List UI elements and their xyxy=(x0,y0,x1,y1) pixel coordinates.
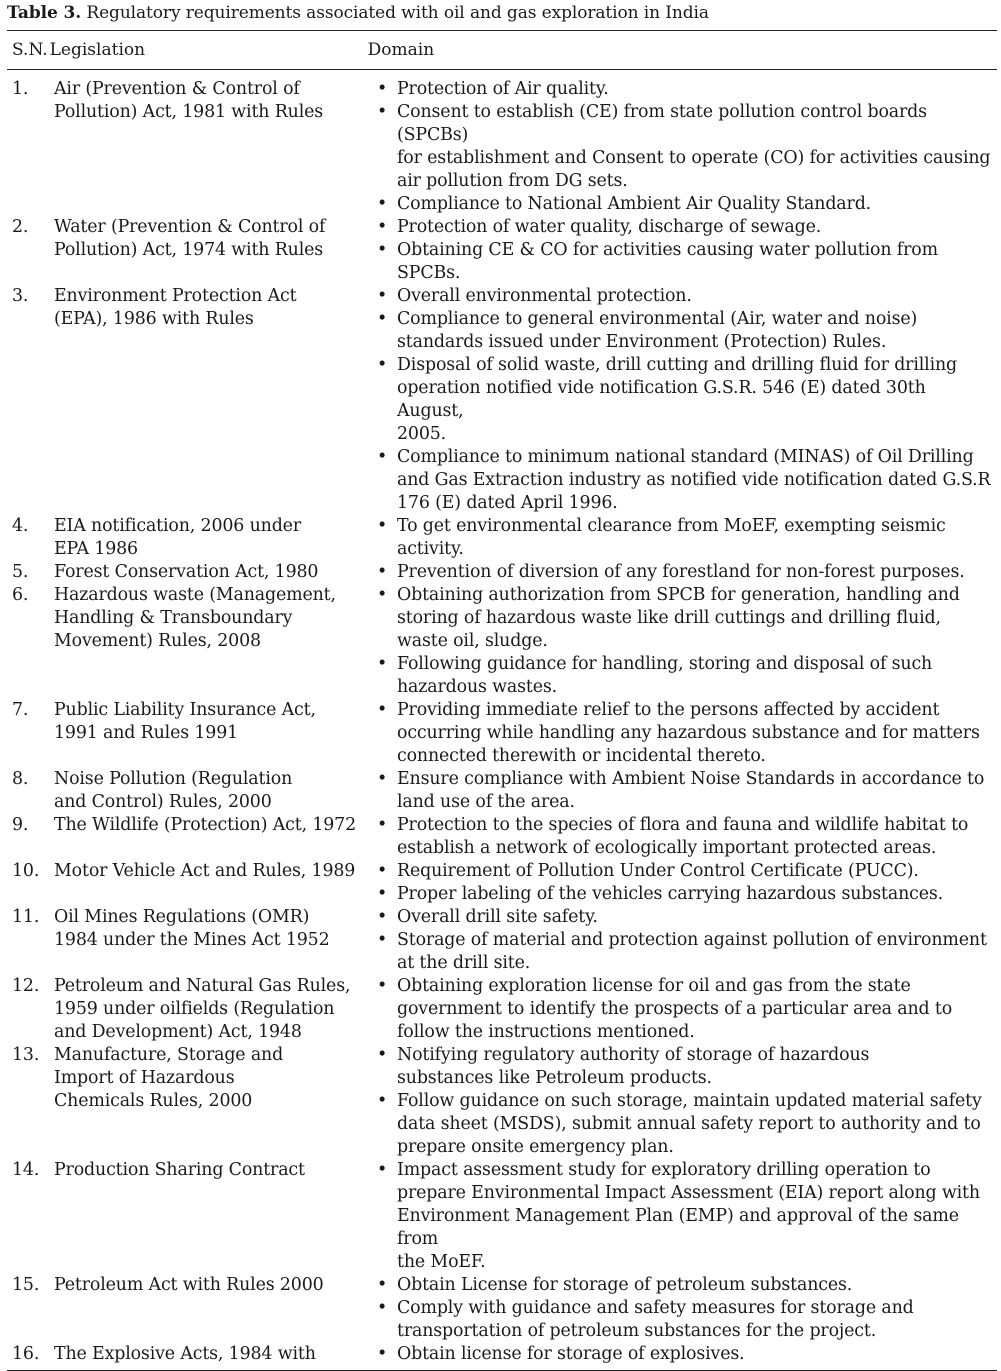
domain-line: data sheet (MSDS), submit annual safety report to authority and to xyxy=(397,1114,981,1134)
legislation-line: Pollution) Act, 1974 with Rules xyxy=(54,240,324,260)
row-number: 15. xyxy=(12,1275,40,1295)
table-row xyxy=(7,1274,997,1343)
table-row xyxy=(7,1159,997,1274)
domain-line: Environment Management Plan (EMP) and approval of the same from xyxy=(397,1206,959,1249)
domain-line: • Overall drill site safety. xyxy=(397,907,598,927)
legislation-line: Import of Hazardous xyxy=(54,1068,235,1088)
domain-line: occurring while handling any hazardous substance and for matters xyxy=(397,723,980,743)
table-header xyxy=(7,31,997,70)
table-row xyxy=(7,216,997,285)
domain-line: establish a network of ecologically important protected areas. xyxy=(397,838,937,858)
domain-bullet xyxy=(373,883,997,906)
table-caption-label: Table 3. xyxy=(7,3,82,23)
domain-bullet xyxy=(373,515,997,561)
row-number: 7. xyxy=(12,700,29,720)
domain-line: • Protection of Air quality. xyxy=(397,79,609,99)
domain-bullet xyxy=(373,285,997,308)
domain-list xyxy=(373,768,997,814)
domain-cell xyxy=(373,285,997,515)
domain-line: • Comply with guidance and safety measures for storage and xyxy=(397,1298,914,1318)
domain-line: • Protection of water quality, discharge of sewage. xyxy=(397,217,822,237)
domain-line: 2005. xyxy=(397,424,447,444)
row-number: 16. xyxy=(12,1344,40,1364)
row-number: 14. xyxy=(12,1160,40,1180)
domain-line: • Impact assessment study for exploratory drilling operation to xyxy=(397,1160,931,1180)
domain-bullet xyxy=(373,1090,997,1159)
row-number: 6. xyxy=(12,585,29,605)
domain-bullet xyxy=(373,699,997,768)
table-row xyxy=(7,584,997,699)
domain-cell xyxy=(373,699,997,768)
row-number: 4. xyxy=(12,516,29,536)
legislation-line: Environment Protection Act xyxy=(54,286,297,306)
domain-list xyxy=(373,216,997,285)
table-row xyxy=(7,561,997,584)
domain-line: • Obtaining exploration license for oil and gas from the state xyxy=(397,976,911,996)
legislation-line: and Development) Act, 1948 xyxy=(54,1022,302,1042)
domain-cell xyxy=(373,216,997,285)
domain-line: • Proper labeling of the vehicles carrying hazardous substances. xyxy=(397,884,944,904)
domain-cell xyxy=(373,1044,997,1159)
table-row xyxy=(7,1044,997,1159)
domain-line: connected therewith or incidental thereto. xyxy=(397,746,766,766)
legislation-cell xyxy=(51,1044,373,1159)
legislation-line: 1959 under oilfields (Regulation xyxy=(54,999,335,1019)
domain-cell xyxy=(373,584,997,699)
domain-bullet xyxy=(373,1044,997,1090)
domain-line: • Providing immediate relief to the persons affected by accident xyxy=(397,700,940,720)
domain-line: prepare onsite emergency plan. xyxy=(397,1137,674,1157)
domain-list xyxy=(373,285,997,515)
legislation-cell xyxy=(51,1343,373,1366)
domain-line: government to identify the prospects of a particular area and to xyxy=(397,999,953,1019)
domain-line: • Requirement of Pollution Under Control Certificate (PUCC). xyxy=(397,861,919,881)
domain-bullet xyxy=(373,446,997,515)
domain-bullet xyxy=(373,1274,997,1297)
domain-line: and Gas Extraction industry as notified vide notification dated G.S.R xyxy=(397,470,991,490)
legislation-cell xyxy=(51,78,373,216)
domain-list xyxy=(373,699,997,768)
domain-line: 176 (E) dated April 1996. xyxy=(397,493,618,513)
domain-line: • Protection to the species of flora and fauna and wildlife habitat to xyxy=(397,815,969,835)
legislation-line: Petroleum and Natural Gas Rules, xyxy=(54,976,351,996)
domain-line: standards issued under Environment (Protection) Rules. xyxy=(397,332,887,352)
header-domain: Domain xyxy=(367,40,435,60)
domain-bullet xyxy=(373,814,997,860)
legislation-cell xyxy=(51,216,373,285)
domain-cell xyxy=(373,1274,997,1343)
domain-list xyxy=(373,1159,997,1274)
table-row xyxy=(7,906,997,975)
table-row xyxy=(7,285,997,515)
row-number: 2. xyxy=(12,217,29,237)
legislation-line: The Explosive Acts, 1984 with xyxy=(54,1344,316,1364)
domain-line: waste oil, sludge. xyxy=(397,631,548,651)
table-row xyxy=(7,768,997,814)
legislation-line: Oil Mines Regulations (OMR) xyxy=(54,907,310,927)
domain-list xyxy=(373,906,997,975)
legislation-line: Petroleum Act with Rules 2000 xyxy=(54,1275,324,1295)
domain-line: • Obtain license for storage of explosives. xyxy=(397,1344,745,1364)
legislation-cell xyxy=(51,515,373,561)
table-row xyxy=(7,1343,997,1366)
legislation-line: Forest Conservation Act, 1980 xyxy=(54,562,319,582)
domain-line: • Overall environmental protection. xyxy=(397,286,692,306)
domain-line: • To get environmental clearance from MoEF, exempting seismic xyxy=(397,516,946,536)
domain-bullet xyxy=(373,308,997,354)
legislation-line: Motor Vehicle Act and Rules, 1989 xyxy=(54,861,356,881)
legislation-line: Handling & Transboundary xyxy=(54,608,293,628)
domain-line: air pollution from DG sets. xyxy=(397,171,628,191)
header-legislation: Legislation xyxy=(49,40,146,60)
domain-bullet xyxy=(373,1159,997,1274)
domain-line: • Storage of material and protection against pollution of environment xyxy=(397,930,987,950)
row-number: 13. xyxy=(12,1045,40,1065)
legislation-line: 1984 under the Mines Act 1952 xyxy=(54,930,330,950)
domain-bullet xyxy=(373,653,997,699)
legislation-line: Hazardous waste (Management, xyxy=(54,585,336,605)
domain-line: • Obtain License for storage of petroleum substances. xyxy=(397,1275,853,1295)
domain-bullet xyxy=(373,354,997,446)
table-row xyxy=(7,515,997,561)
domain-line: • Ensure compliance with Ambient Noise Standards in accordance to xyxy=(397,769,985,789)
legislation-line: Production Sharing Contract xyxy=(54,1160,305,1180)
domain-line: • Follow guidance on such storage, maintain updated material safety xyxy=(397,1091,982,1111)
domain-line: follow the instructions mentioned. xyxy=(397,1022,695,1042)
table-row xyxy=(7,860,997,906)
domain-list xyxy=(373,860,997,906)
row-number: 5. xyxy=(12,562,29,582)
domain-cell xyxy=(373,78,997,216)
table-row xyxy=(7,699,997,768)
domain-cell xyxy=(373,768,997,814)
domain-cell xyxy=(373,515,997,561)
domain-bullet xyxy=(373,860,997,883)
domain-cell xyxy=(373,561,997,584)
table-caption-text: Regulatory requirements associated with oil and gas exploration in India xyxy=(81,3,709,23)
domain-list xyxy=(373,814,997,860)
domain-line: for establishment and Consent to operate (CO) for activities causing xyxy=(397,148,991,168)
row-number: 8. xyxy=(12,769,29,789)
domain-line: prepare Environmental Impact Assessment (EIA) report along with xyxy=(397,1183,980,1203)
domain-bullet xyxy=(373,906,997,929)
legislation-line: EPA 1986 xyxy=(54,539,138,559)
domain-line: at the drill site. xyxy=(397,953,531,973)
legislation-line: 1991 and Rules 1991 xyxy=(54,723,239,743)
domain-cell xyxy=(373,1343,997,1366)
domain-bullet xyxy=(373,216,997,239)
legislation-cell xyxy=(51,699,373,768)
domain-line: • Obtaining CE & CO for activities causing water pollution from SPCBs. xyxy=(397,240,938,283)
domain-line: activity. xyxy=(397,539,464,559)
domain-line: operation notified vide notification G.S.R. 546 (E) dated 30th August, xyxy=(397,378,926,421)
domain-bullet xyxy=(373,193,997,216)
legislation-line: EIA notification, 2006 under xyxy=(54,516,301,536)
domain-list xyxy=(373,515,997,561)
legislation-cell xyxy=(51,975,373,1044)
domain-list xyxy=(373,561,997,584)
domain-line: the MoEF. xyxy=(397,1252,486,1272)
domain-line: • Consent to establish (CE) from state pollution control boards (SPCBs) xyxy=(397,102,927,145)
header-sn: S.N. xyxy=(12,40,48,60)
domain-list xyxy=(373,1044,997,1159)
domain-bullet xyxy=(373,239,997,285)
legislation-line: (EPA), 1986 with Rules xyxy=(54,309,254,329)
domain-bullet xyxy=(373,584,997,653)
domain-list xyxy=(373,584,997,699)
domain-line: • Obtaining authorization from SPCB for generation, handling and xyxy=(397,585,960,605)
domain-line: • Prevention of diversion of any forestland for non-forest purposes. xyxy=(397,562,965,582)
row-number: 3. xyxy=(12,286,29,306)
table-row xyxy=(7,814,997,860)
legislation-line: Manufacture, Storage and xyxy=(54,1045,284,1065)
row-number: 9. xyxy=(12,815,29,835)
legislation-cell xyxy=(51,860,373,906)
legislation-cell xyxy=(51,584,373,699)
legislation-line: Air (Prevention & Control of xyxy=(54,79,300,99)
domain-cell xyxy=(373,860,997,906)
domain-line: • Disposal of solid waste, drill cutting and drilling fluid for drilling xyxy=(397,355,958,375)
domain-line: hazardous wastes. xyxy=(397,677,558,697)
legislation-cell xyxy=(51,1159,373,1274)
legislation-line: Public Liability Insurance Act, xyxy=(54,700,316,720)
legislation-cell xyxy=(51,906,373,975)
legislation-cell xyxy=(51,768,373,814)
row-number: 11. xyxy=(12,907,40,927)
table-row xyxy=(7,78,997,216)
legislation-cell xyxy=(51,1274,373,1343)
domain-list xyxy=(373,78,997,216)
domain-bullet xyxy=(373,1297,997,1343)
domain-cell xyxy=(373,1159,997,1274)
legislation-line: Water (Prevention & Control of xyxy=(54,217,326,237)
domain-cell xyxy=(373,906,997,975)
legislation-cell xyxy=(51,814,373,860)
domain-line: transportation of petroleum substances for the project. xyxy=(397,1321,877,1341)
domain-bullet xyxy=(373,101,997,193)
domain-list xyxy=(373,1343,997,1366)
legislation-line: and Control) Rules, 2000 xyxy=(54,792,272,812)
legislation-line: Pollution) Act, 1981 with Rules xyxy=(54,102,324,122)
legislation-line: Movement) Rules, 2008 xyxy=(54,631,261,651)
domain-line: • Compliance to minimum national standard (MINAS) of Oil Drilling xyxy=(397,447,974,467)
legislation-line: The Wildlife (Protection) Act, 1972 xyxy=(54,815,356,835)
domain-line: • Following guidance for handling, storing and disposal of such xyxy=(397,654,933,674)
table-caption xyxy=(7,0,997,30)
table-body xyxy=(7,70,997,1366)
legislation-cell xyxy=(51,561,373,584)
row-number: 10. xyxy=(12,861,40,881)
domain-line: • Compliance to general environmental (Air, water and noise) xyxy=(397,309,918,329)
domain-line: • Compliance to National Ambient Air Quality Standard. xyxy=(397,194,872,214)
domain-cell xyxy=(373,814,997,860)
domain-bullet xyxy=(373,929,997,975)
row-number: 12. xyxy=(12,976,40,996)
domain-bullet xyxy=(373,1343,997,1366)
domain-bullet xyxy=(373,561,997,584)
legislation-cell xyxy=(51,285,373,515)
domain-line: land use of the area. xyxy=(397,792,575,812)
domain-bullet xyxy=(373,78,997,101)
domain-list xyxy=(373,975,997,1044)
legislation-line: Noise Pollution (Regulation xyxy=(54,769,293,789)
domain-line: storing of hazardous waste like drill cuttings and drilling fluid, xyxy=(397,608,941,628)
row-number: 1. xyxy=(12,79,29,99)
legislation-line: Chemicals Rules, 2000 xyxy=(54,1091,253,1111)
domain-line: substances like Petroleum products. xyxy=(397,1068,712,1088)
domain-bullet xyxy=(373,768,997,814)
table-row xyxy=(7,975,997,1044)
domain-cell xyxy=(373,975,997,1044)
domain-line: • Notifying regulatory authority of storage of hazardous xyxy=(397,1045,870,1065)
domain-list xyxy=(373,1274,997,1343)
domain-bullet xyxy=(373,975,997,1044)
